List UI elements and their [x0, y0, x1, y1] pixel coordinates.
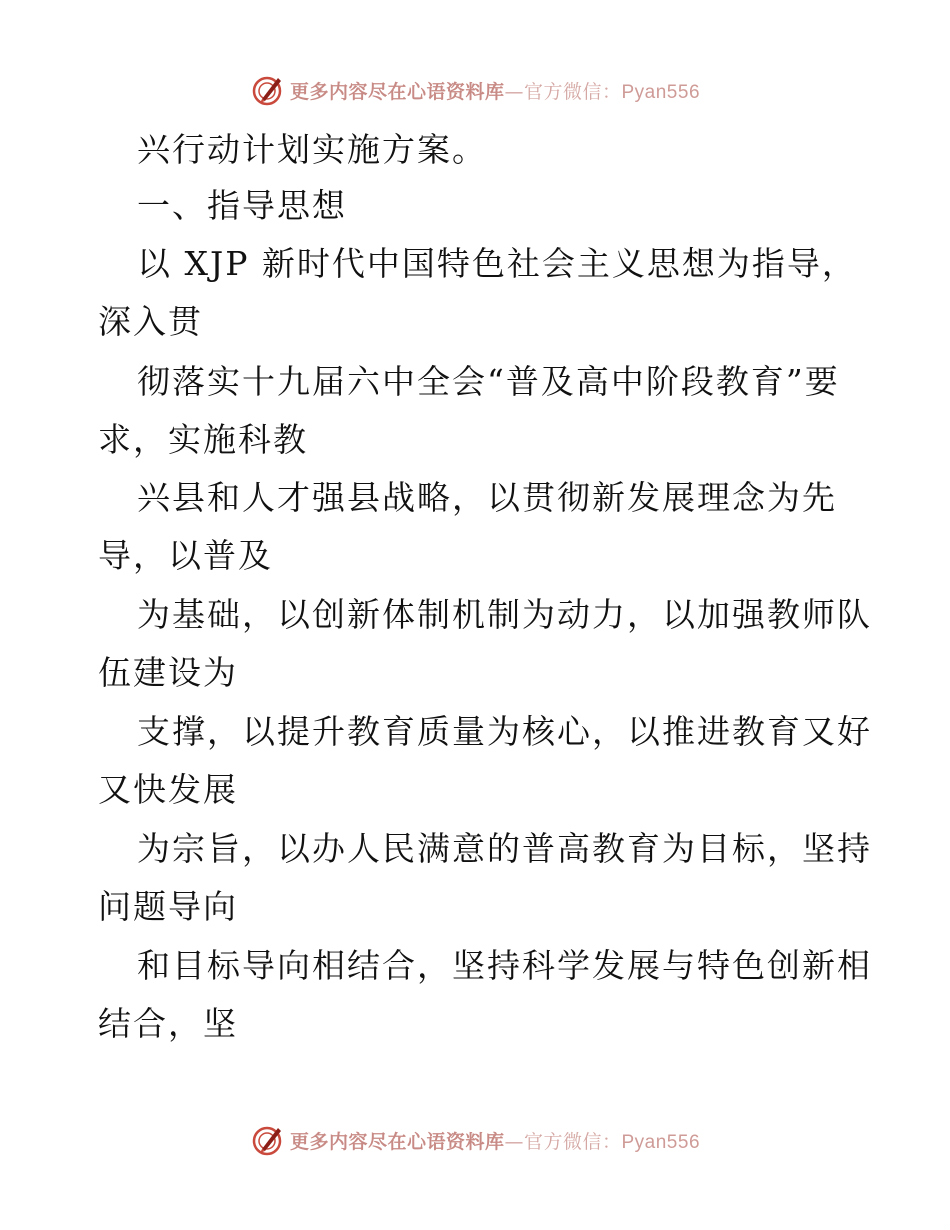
pen-logo-icon	[250, 1122, 286, 1158]
watermark-brand: 更多内容尽在心语资料库	[289, 80, 505, 103]
text-line-1: 兴行动计划实施方案。	[137, 130, 487, 169]
text-line-6: 求，实施科教	[98, 420, 308, 459]
watermark-text	[290, 77, 700, 104]
text-line-16: 结合，坚	[98, 1004, 238, 1043]
text-line-3: 以 XJP 新时代中国特色社会主义思想为指导，	[137, 244, 857, 283]
text-line-12: 又快发展	[98, 770, 238, 809]
watermark-wechat-id: Pyan556	[621, 81, 701, 103]
watermark-wechat-id: Pyan556	[621, 1131, 701, 1153]
watermark-wechat-label: 官方微信：	[523, 80, 622, 103]
text-line-14: 问题导向	[98, 887, 238, 926]
watermark-header	[0, 70, 950, 110]
text-line-13: 为宗旨，以办人民满意的普高教育为目标，坚持	[137, 829, 872, 868]
text-line-7: 兴县和人才强县战略，以贯彻新发展理念为先	[137, 478, 837, 517]
pen-logo-icon	[250, 72, 286, 108]
watermark-wechat-label: 官方微信：	[523, 1130, 622, 1153]
text-line-8: 导，以普及	[98, 536, 273, 575]
text-line-5: 彻落实十九届六中全会“普及高中阶段教育”要	[137, 362, 840, 401]
text-line-9: 为基础，以创新体制机制为动力，以加强教师队	[137, 595, 872, 634]
watermark-separator: —	[504, 1130, 524, 1153]
watermark-text	[290, 1127, 700, 1154]
text-line-11: 支撑，以提升教育质量为核心，以推进教育又好	[137, 712, 872, 751]
watermark-footer	[0, 1120, 950, 1160]
section-heading: 一、指导思想	[137, 186, 347, 225]
text-line-10: 伍建设为	[98, 653, 238, 692]
text-line-4: 深入贯	[98, 302, 203, 341]
watermark-brand: 更多内容尽在心语资料库	[289, 1130, 505, 1153]
watermark-separator: —	[504, 80, 524, 103]
text-line-15: 和目标导向相结合，坚持科学发展与特色创新相	[137, 946, 872, 985]
